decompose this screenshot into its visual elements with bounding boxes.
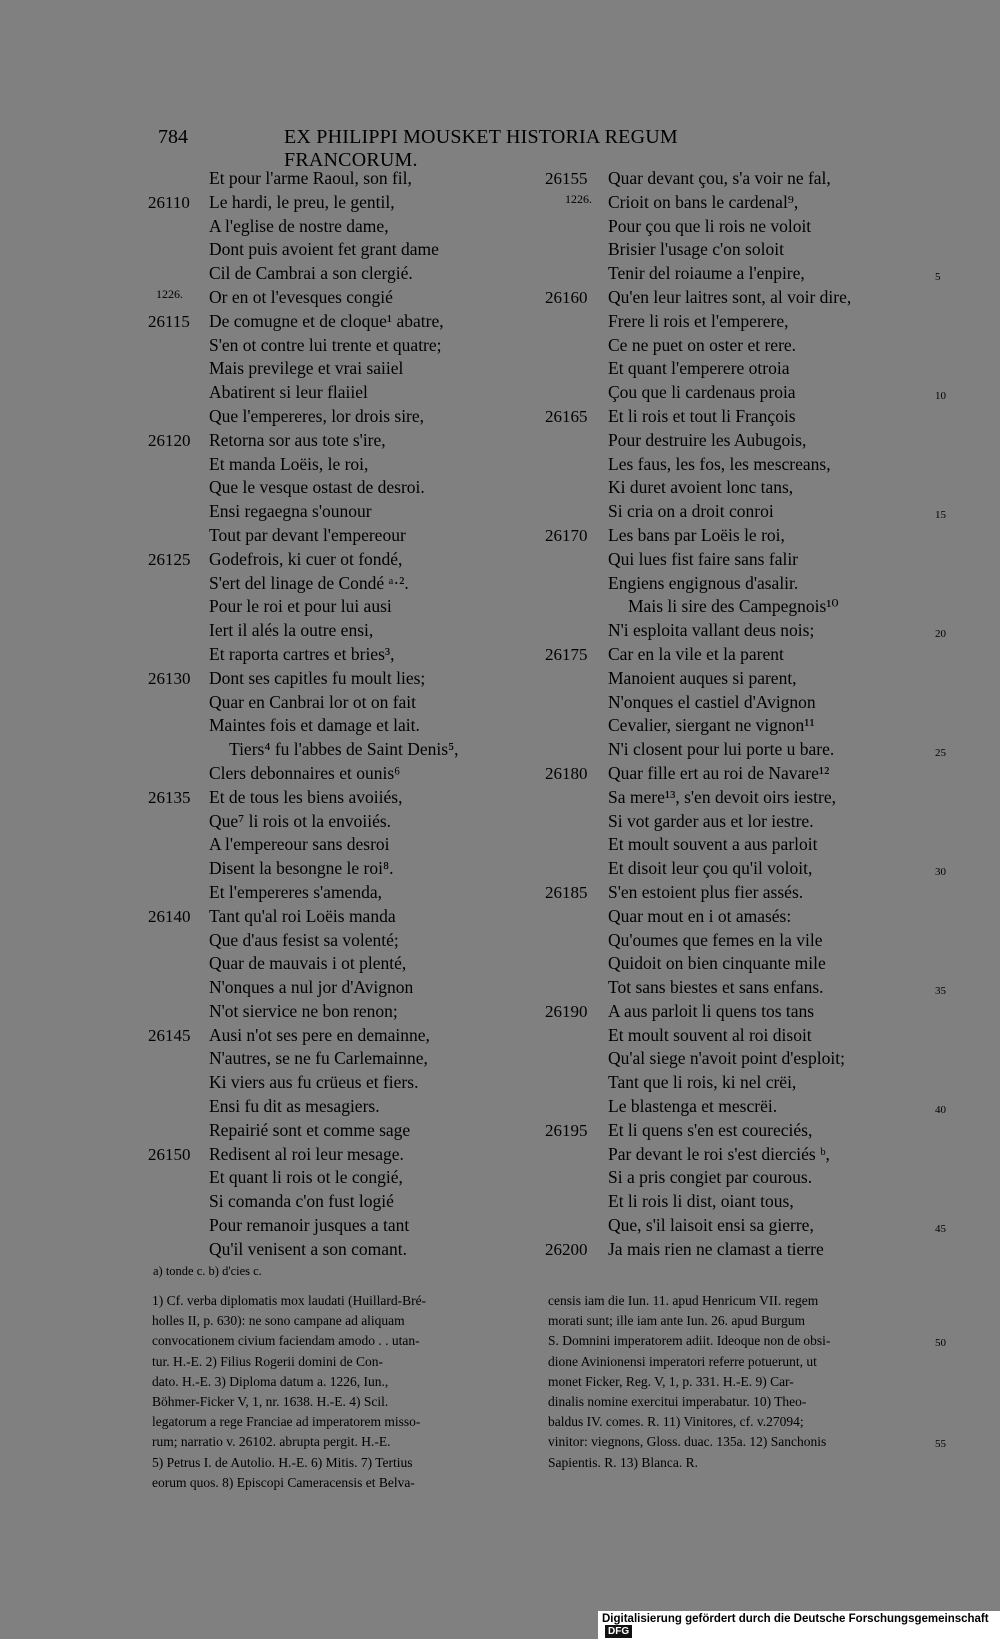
verse-line [148,476,538,500]
footer-text: Digitalisierung gefördert durch die Deutsche Forschungsgemeinschaft [602,1613,989,1625]
line-number: 26145 [148,1025,191,1045]
verse-text: Cil de Cambrai a son clergié. [209,263,413,284]
verse-text: Que le vesque ostast de desroi. [209,477,425,498]
verse-text: Quar devant çou, s'a voir ne fal, [608,168,831,188]
verse-line [148,691,538,715]
verse-text: Si a pris congiet par courous. [608,1167,813,1188]
verse-text: Iert il alés la outre ensi, [209,620,374,641]
margin-line-count: 10 [935,390,946,403]
verse-text: Et moult souvent al roi disoit [608,1024,812,1045]
verse-text: A aus parloit li quens tos tans [608,1000,815,1021]
verse-text: Et quant l'emperere otroia [608,358,790,379]
verse-text: S'en ot contre lui trente et quatre; [209,334,442,355]
verse-line [148,619,538,643]
verse-line [545,810,945,834]
verse-line [545,857,945,881]
verse-text: Abatirent si leur flaiiel [209,382,368,403]
verse-line [148,1119,538,1143]
verse-line [148,786,538,810]
verse-line [148,357,538,381]
verse-text: Ce ne puet on oster et rere. [608,334,797,355]
verse-text: N'ot siervice ne bon renon; [209,1000,398,1021]
footnote-line [548,1412,926,1432]
verse-line [545,1214,945,1238]
verse-text: Et li rois et tout li François [608,405,796,426]
verse-line [148,762,538,786]
verse-line [148,572,538,596]
verse-text: Manoient auques si parent, [608,667,797,688]
verse-line [545,595,945,619]
verse-text: Frere li rois et l'emperere, [608,310,789,331]
verse-line [545,548,945,572]
verse-line [148,595,538,619]
dfg-logo: DFG [605,1625,632,1638]
verse-line [545,714,945,738]
variant-notes: a) tonde c. b) d'cies c. [153,1264,262,1278]
verse-text: Maintes fois et damage et lait. [209,715,420,736]
verse-line [545,215,945,239]
footnote-line [548,1372,926,1392]
verse-line [545,1143,945,1167]
verse-text: Tant que li rois, ki nel crëi, [608,1072,797,1093]
verse-line [545,1024,945,1048]
line-number: 26115 [148,311,190,331]
verse-line [148,976,538,1000]
verse-text: Repairié sont et comme sage [209,1119,411,1140]
footnote-text: monet Ficker, Reg. V, 1, p. 331. H.-E. 9) Car- [548,1373,794,1389]
verse-line [545,334,945,358]
verse-line [148,429,538,453]
line-number: 26110 [148,192,190,212]
verse-line [545,429,945,453]
verse-text: Que⁷ li rois ot la envoiiés. [209,810,392,831]
verse-text: S'en estoient plus fier assés. [608,881,804,902]
verse-text: A l'eglise de nostre dame, [209,215,389,236]
verse-line [148,500,538,524]
verse-line [545,381,945,405]
funding-footer [598,1611,1000,1639]
margin-line-count: 45 [935,1223,946,1236]
verse-text: Et l'empereres s'amenda, [209,881,382,902]
line-number: 26190 [545,1001,588,1021]
verse-line [545,881,945,905]
line-number: 26125 [148,549,191,569]
verse-text: Crioit on bans le cardenal⁹, [608,191,799,212]
verse-line [148,215,538,239]
left-verse-column [148,167,538,1262]
verse-line [545,1166,945,1190]
footnote-line: 1) Cf. verba diplomatis mox laudati (Huillard-Bré- [152,1293,427,1308]
verse-text: Tot sans biestes et sans enfans. [608,977,824,998]
margin-line-count: 20 [935,628,946,641]
verse-line [148,1238,538,1262]
footnote-text: dione Avinionensi imperatori referre potuerunt, ut [548,1353,817,1369]
year-marker: 1226. [565,191,592,206]
verse-line [148,381,538,405]
verse-line [545,1047,945,1071]
verse-text: Brisier l'usage c'on soloit [608,239,784,260]
verse-text: Ki duret avoient lonc tans, [608,477,794,498]
verse-line [545,191,945,215]
verse-line [545,976,945,1000]
verse-line [545,786,945,810]
verse-text: Ensi fu dit as mesagiers. [209,1096,380,1117]
footnote-line: Böhmer-Ficker V, 1, nr. 1638. H.-E. 4) Scil. [152,1393,389,1409]
margin-line-count: 50 [935,1337,946,1350]
line-number: 26155 [545,169,588,188]
line-number: 26185 [545,882,588,902]
verse-line [545,952,945,976]
margin-line-count: 5 [935,271,941,284]
verse-text: De comugne et de cloque¹ abatre, [209,310,444,331]
verse-text: Si cria on a droit conroi [608,501,774,522]
verse-text: Les bans par Loëis le roi, [608,524,785,545]
footnote-line: tur. H.-E. 2) Filius Rogerii domini de Con- [152,1353,383,1369]
verse-text: Mais li sire des Campegnois¹⁰ [628,596,839,617]
running-title: EX PHILIPPI MOUSKET HISTORIA REGUM FRANCORUM. [284,126,678,171]
line-number: 26175 [545,644,588,664]
verse-line [148,1214,538,1238]
verse-line [148,1190,538,1214]
verse-line [545,167,945,191]
verse-line [545,1095,945,1119]
verse-text: Ki viers aus fu crüeus et fiers. [209,1072,419,1093]
footnotes-right [548,1291,946,1473]
verse-text: N'i closent pour lui porte u bare. [608,739,835,760]
footnote-line: eorum quos. 8) Episcopi Cameracensis et Belva- [152,1474,415,1490]
verse-line [148,167,538,191]
verse-text: Par devant le roi s'est dierciés ᵇ, [608,1143,830,1164]
verse-text: S'ert del linage de Condé ᵃ·². [209,572,409,593]
verse-text: Clers debonnaires et ounis⁶ [209,762,401,783]
verse-text: Et de tous les biens avoiiés, [209,786,403,807]
line-number: 26150 [148,1144,191,1164]
footnote-line [548,1453,926,1473]
verse-line [148,929,538,953]
verse-line [545,572,945,596]
verse-text: Et raporta cartres et bries³, [209,643,395,664]
verse-line [148,714,538,738]
verse-line [545,310,945,334]
verse-text: Et li quens s'en est coureciés, [608,1119,813,1140]
line-number: 26195 [545,1120,588,1140]
verse-text: Dont ses capitles fu moult lies; [209,667,426,688]
verse-text: N'i esploita vallant deus nois; [608,620,815,641]
verse-line [148,334,538,358]
verse-line [545,619,945,643]
verse-line [545,1238,945,1262]
verse-text: Et moult souvent a aus parloit [608,834,818,855]
verse-line [545,262,945,286]
verse-text: Cevalier, siergant ne vignon¹¹ [608,715,815,736]
verse-line [545,691,945,715]
verse-text: Mais previlege et vrai saiiel [209,358,404,379]
line-number: 26180 [545,763,588,783]
verse-text: Engiens engignous d'asalir. [608,572,799,593]
footnote-line [548,1392,926,1412]
footnote-line: legatorum a rege Franciae ad imperatorem misso- [152,1414,421,1430]
verse-line [148,905,538,929]
verse-text: Redisent al roi leur mesage. [209,1143,404,1164]
footnote-text: censis iam die Iun. 11. apud Henricum VII. regem [548,1293,819,1308]
verse-text: Pour destruire les Aubugois, [608,429,807,450]
verse-text: Que, s'il laisoit ensi sa gierre, [608,1215,814,1236]
verse-line [148,310,538,334]
verse-text: Et pour l'arme Raoul, son fil, [209,168,412,188]
verse-line [148,1071,538,1095]
verse-line [148,952,538,976]
line-number: 26165 [545,406,588,426]
line-number: 26130 [148,668,191,688]
verse-text: Qu'al siege n'avoit point d'esploit; [608,1048,845,1069]
footnote-line [548,1291,926,1311]
verse-line [545,667,945,691]
verse-line [545,286,945,310]
verse-line [148,453,538,477]
verse-line [148,738,538,762]
running-header [158,126,810,171]
verse-text: Quar de mauvais i ot plenté, [209,953,407,974]
verse-text: Qu'oumes que femes en la vile [608,929,823,950]
verse-text: Et li rois li dist, oiant tous, [608,1191,794,1212]
verse-text: N'autres, se ne fu Carlemainne, [209,1048,428,1069]
verse-line [545,905,945,929]
verse-text: Le blastenga et mescrëi. [608,1096,778,1117]
margin-line-count: 30 [935,866,946,879]
verse-line [148,262,538,286]
verse-text: Ja mais rien ne clamast a tierre [608,1238,824,1259]
verse-line [148,667,538,691]
verse-text: Qui lues fist faire sans falir [608,548,799,569]
verse-text: Qu'en leur laitres sont, al voir dire, [608,286,852,307]
verse-text: Tenir del roiaume a l'enpire, [608,263,805,284]
verse-text: Godefrois, ki cuer ot fondé, [209,548,403,569]
verse-line [148,286,538,310]
verse-text: Pour çou que li rois ne voloit [608,215,812,236]
verse-line [148,238,538,262]
verse-text: Quidoit on bien cinquante mile [608,953,826,974]
verse-line [545,762,945,786]
verse-line [148,833,538,857]
footnote-text: baldus IV. comes. R. 11) Vinitores, cf. v.27094; [548,1414,804,1430]
footnote-text: vinitor: viegnons, Gloss. duac. 135a. 12) Sanchonis [548,1434,827,1450]
verse-line [148,405,538,429]
verse-line [545,738,945,762]
verse-text: Qu'il venisent a son comant. [209,1238,408,1259]
verse-line [148,1143,538,1167]
year-marker: 1226. [156,286,183,301]
margin-line-count: 40 [935,1104,946,1117]
verse-text: N'onques a nul jor d'Avignon [209,977,414,998]
verse-line [545,405,945,429]
verse-line [148,857,538,881]
footnote-text: Sapientis. R. 13) Blanca. R. [548,1454,698,1470]
verse-text: Et disoit leur çou qu'il voloit, [608,858,813,879]
line-number: 26135 [148,787,191,807]
footnotes-left [152,1291,532,1493]
footnote-line: dato. H.-E. 3) Diploma datum a. 1226, Iun., [152,1373,389,1389]
right-verse-column [545,167,945,1262]
verse-line [148,1166,538,1190]
verse-line [545,1071,945,1095]
verse-text: Que l'empereres, lor drois sire, [209,405,425,426]
margin-line-count: 55 [935,1438,946,1451]
margin-line-count: 35 [935,985,946,998]
verse-text: Çou que li cardenaus proia [608,382,796,403]
verse-line [545,524,945,548]
footnote-line [548,1311,926,1331]
verse-line [148,1000,538,1024]
verse-text: Et manda Loëis, le roi, [209,453,369,474]
margin-line-count: 25 [935,747,946,760]
line-number: 26140 [148,906,191,926]
verse-line [545,929,945,953]
verse-text: N'onques el castiel d'Avignon [608,691,816,712]
verse-line [148,524,538,548]
verse-line [148,810,538,834]
verse-line [545,357,945,381]
verse-line [148,191,538,215]
line-number: 26160 [545,287,588,307]
verse-text: Ausi n'ot ses pere en demainne, [209,1024,430,1045]
line-number: 26120 [148,430,191,450]
verse-line [545,1119,945,1143]
verse-text: Or en ot l'evesques congié [209,286,393,307]
verse-text: Quar fille ert au roi de Navare¹² [608,762,830,783]
footnote-line [548,1352,926,1372]
page-number: 784 [158,126,188,148]
verse-line [148,881,538,905]
verse-line [545,500,945,524]
verse-line [545,1000,945,1024]
verse-text: Que d'aus fesist sa volenté; [209,929,399,950]
verse-text: Ensi regaegna s'ounour [209,501,372,522]
footnote-line [548,1331,946,1351]
verse-text: Tant qu'al roi Loëis manda [209,905,396,926]
verse-text: Tiers⁴ fu l'abbes de Saint Denis⁵, [229,739,459,760]
verse-text: Car en la vile et la parent [608,643,784,664]
line-number: 26200 [545,1239,588,1259]
footnote-line [548,1432,946,1452]
verse-line [545,238,945,262]
footnote-line: convocationem civium faciendam amodo . . utan- [152,1333,420,1349]
verse-text: Sa mere¹³, s'en devoit oirs iestre, [608,786,836,807]
line-number: 26170 [545,525,588,545]
verse-line [545,453,945,477]
footnote-text: S. Domnini imperatorem adiit. Ideoque non de obsi- [548,1333,831,1349]
margin-line-count: 15 [935,509,946,522]
verse-text: Si comanda c'on fust logié [209,1191,394,1212]
verse-line [148,1024,538,1048]
verse-text: Quar en Canbrai lor ot on fait [209,691,417,712]
verse-line [545,1190,945,1214]
verse-text: Pour le roi et pour lui ausi [209,596,392,617]
verse-text: Les faus, les fos, les mescreans, [608,453,831,474]
verse-text: Retorna sor aus tote s'ire, [209,429,386,450]
footnote-line: holles II, p. 630): ne sono campane ad aliquam [152,1313,405,1329]
verse-line [545,833,945,857]
verse-text: Et quant li rois ot le congié, [209,1167,403,1188]
verse-text: Quar mout en i ot amasés: [608,905,792,926]
footnote-text: morati sunt; ille iam ante Iun. 26. apud Burgum [548,1313,805,1329]
verse-line [545,476,945,500]
verse-line [148,548,538,572]
verse-text: A l'empereour sans desroi [209,834,390,855]
verse-text: Si vot garder aus et lor iestre. [608,810,814,831]
verse-text: Pour remanoir jusques a tant [209,1215,410,1236]
verse-text: Le hardi, le preu, le gentil, [209,191,395,212]
verse-line [148,643,538,667]
verse-text: Tout par devant l'empereour [209,524,406,545]
verse-line [148,1095,538,1119]
verse-text: Dont puis avoient fet grant dame [209,239,439,260]
footnote-line: 5) Petrus I. de Autolio. H.-E. 6) Mitis. 7) Tertius [152,1454,413,1470]
footnote-line: rum; narratio v. 26102. abrupta pergit. H.-E. [152,1434,391,1450]
verse-line [545,643,945,667]
verse-text: Disent la besongne le roi⁸. [209,858,394,879]
footnote-text: dinalis nomine exercitui imperabatur. 10) Theo- [548,1393,807,1409]
verse-line [148,1047,538,1071]
